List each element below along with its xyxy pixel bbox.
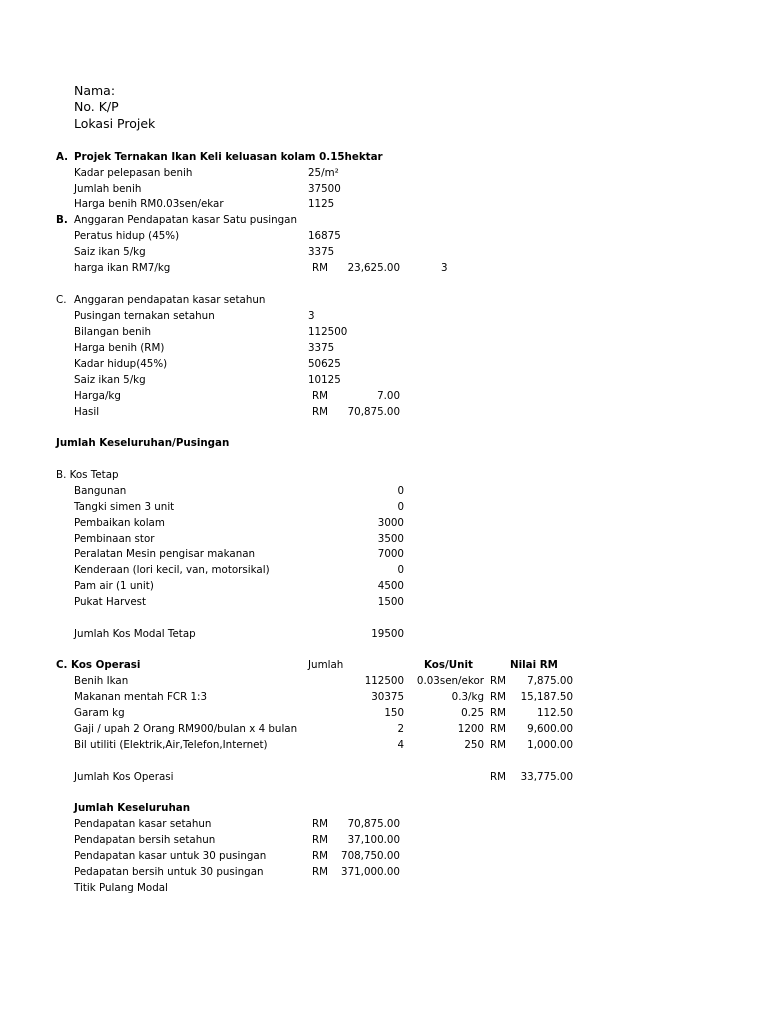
section-a-letter: A.	[56, 151, 69, 163]
row-value: 3500	[377, 533, 404, 545]
row-label: Peratus hidup (45%)	[74, 230, 180, 242]
jumlah-pusingan-heading: Jumlah Keseluruhan/Pusingan	[56, 437, 230, 449]
row-label: Pembinaan stor	[74, 533, 155, 545]
unit-value: 250	[464, 739, 484, 751]
row-label: Saiz ikan 5/kg	[74, 374, 146, 386]
qty-value: 112500	[364, 675, 404, 687]
row-label: Pendapatan bersih setahun	[74, 834, 216, 846]
rm-label: RM	[490, 691, 507, 703]
row-label: Pendapatan kasar untuk 30 pusingan	[74, 850, 267, 862]
unit-value: 0.25	[461, 707, 484, 719]
row-label: Pendapatan kasar setahun	[74, 818, 212, 830]
amount-value: 15,187.50	[520, 691, 573, 703]
row-label: harga ikan RM7/kg	[74, 262, 171, 274]
amount-value: 37,100.00	[347, 834, 400, 846]
row-label: Kadar pelepasan benih	[74, 167, 193, 179]
row-label: Kadar hidup(45%)	[74, 358, 168, 370]
unit-value: 0.03sen/ekor	[416, 675, 484, 687]
row-label: Pedapatan bersih untuk 30 pusingan	[74, 866, 264, 878]
row-value: 1500	[377, 596, 404, 608]
rm-label: RM	[490, 723, 507, 735]
lokasi-label: Lokasi Projek	[74, 116, 156, 131]
row-value: 37500	[308, 183, 341, 195]
row-value: 3375	[308, 246, 335, 258]
amount-value: 112.50	[536, 707, 573, 719]
amount-value: 7.00	[377, 390, 400, 402]
row-label: Harga benih RM0.03sen/ekar	[74, 198, 224, 210]
rm-label: RM	[490, 739, 507, 751]
rm-label: RM	[312, 866, 329, 878]
row-value: 0	[397, 501, 404, 513]
total-value: 19500	[371, 628, 404, 640]
rm-label: RM	[312, 818, 329, 830]
qty-value: 150	[384, 707, 404, 719]
row-value: 1125	[308, 198, 335, 210]
extra-value: 3	[441, 262, 448, 274]
col-nilai-header: Nilai RM	[510, 659, 558, 671]
rm-label: RM	[490, 675, 507, 687]
qty-value: 4	[397, 739, 404, 751]
kos-operasi-title: C. Kos Operasi	[56, 659, 141, 671]
rm-label: RM	[312, 834, 329, 846]
row-label: Gaji / upah 2 Orang RM900/bulan x 4 bulan	[74, 723, 298, 735]
section-c-title: Anggaran pendapatan kasar setahun	[74, 294, 266, 306]
col-kos-unit-header: Kos/Unit	[424, 659, 473, 671]
row-label: Pukat Harvest	[74, 596, 147, 608]
row-label: Benih Ikan	[74, 675, 129, 687]
section-b-title: Anggaran Pendapatan kasar Satu pusingan	[74, 214, 297, 226]
amount-value: 23,625.00	[347, 262, 400, 274]
row-value: 50625	[308, 358, 341, 370]
row-label: Saiz ikan 5/kg	[74, 246, 146, 258]
row-label: Peralatan Mesin pengisar makanan	[74, 548, 256, 560]
amount-value: 70,875.00	[347, 818, 400, 830]
row-label: Makanan mentah FCR 1:3	[74, 691, 208, 703]
row-value: 4500	[377, 580, 404, 592]
row-label: Bilangan benih	[74, 326, 152, 338]
row-value: 0	[397, 485, 404, 497]
rm-label: RM	[490, 771, 507, 783]
section-b-letter: B.	[56, 214, 68, 226]
kp-label: No. K/P	[74, 99, 119, 114]
row-label: Pembaikan kolam	[74, 517, 165, 529]
rm-label: RM	[490, 707, 507, 719]
total-amount: 33,775.00	[520, 771, 573, 783]
amount-value: 708,750.00	[341, 850, 400, 862]
amount-value: 1,000.00	[527, 739, 573, 751]
qty-value: 2	[397, 723, 404, 735]
total-label: Jumlah Kos Operasi	[74, 771, 174, 783]
row-value: 112500	[308, 326, 348, 338]
row-label: Harga benih (RM)	[74, 342, 165, 354]
amount-value: 9,600.00	[527, 723, 573, 735]
row-label: Tangki simen 3 unit	[74, 501, 175, 513]
row-value: 3375	[308, 342, 335, 354]
row-label: Garam kg	[74, 707, 125, 719]
row-value: 7000	[377, 548, 404, 560]
amount-value: 7,875.00	[527, 675, 573, 687]
row-value: 0	[397, 564, 404, 576]
row-value: 3	[308, 310, 315, 322]
row-label: Pusingan ternakan setahun	[74, 310, 215, 322]
rm-label: RM	[312, 262, 329, 274]
nama-label: Nama:	[74, 83, 116, 98]
kos-tetap-title: B. Kos Tetap	[56, 469, 119, 481]
section-a-title: Projek Ternakan Ikan Keli keluasan kolam 0.15hektar	[74, 151, 383, 163]
amount-value: 371,000.00	[341, 866, 400, 878]
row-label: Bangunan	[74, 485, 127, 497]
total-label: Jumlah Kos Modal Tetap	[74, 628, 196, 640]
unit-value: 0.3/kg	[451, 691, 484, 703]
row-label: Bil utiliti (Elektrik,Air,Telefon,Internet)	[74, 739, 268, 751]
row-value: 16875	[308, 230, 341, 242]
rm-label: RM	[312, 406, 329, 418]
row-label: Hasil	[74, 406, 100, 418]
row-value: 3000	[377, 517, 404, 529]
row-label: Jumlah benih	[74, 183, 142, 195]
amount-value: 70,875.00	[347, 406, 400, 418]
row-label: Pam air (1 unit)	[74, 580, 154, 592]
section-c-letter: C.	[56, 294, 67, 306]
keseluruhan-title: Jumlah Keseluruhan	[74, 802, 191, 814]
row-value: 25/m²	[308, 167, 339, 179]
row-value: 10125	[308, 374, 341, 386]
row-label: Harga/kg	[74, 390, 121, 402]
col-jumlah-header: Jumlah	[308, 659, 344, 671]
unit-value: 1200	[457, 723, 484, 735]
titik-pulang-modal-label: Titik Pulang Modal	[74, 882, 168, 894]
row-label: Kenderaan (lori kecil, van, motorsikal)	[74, 564, 270, 576]
qty-value: 30375	[371, 691, 404, 703]
rm-label: RM	[312, 390, 329, 402]
rm-label: RM	[312, 850, 329, 862]
